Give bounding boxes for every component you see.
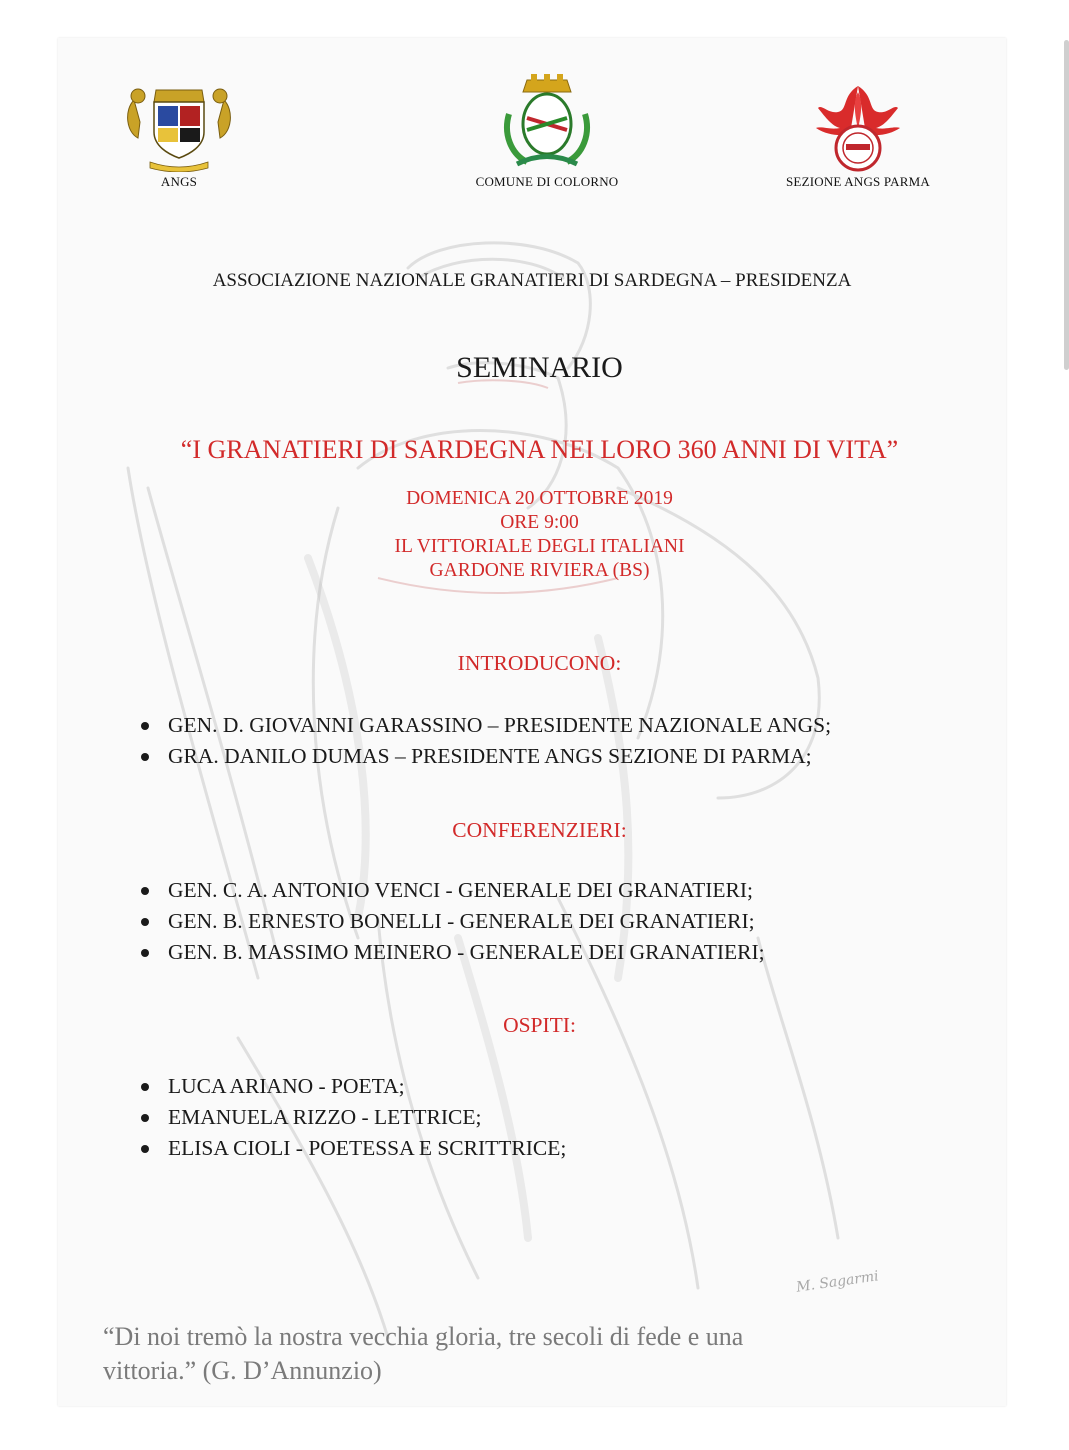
dannunzio-quote (103, 1320, 963, 1388)
colorno-logo (472, 74, 622, 190)
seminar-title: “I GRANATIERI DI SARDEGNA NEI LORO 360 ANNI DI VITA” (180, 435, 899, 464)
scrollbar-thumb[interactable] (1064, 40, 1069, 370)
event-type-heading: SEMINARIO (456, 351, 623, 384)
artist-signature: M. Sagarmi (795, 1268, 880, 1296)
conferenzieri-heading: CONFERENZIERI: (452, 818, 627, 842)
introducono-list (138, 710, 831, 772)
association-heading: ASSOCIAZIONE NAZIONALE GRANATIERI DI SARDEGNA – PRESIDENZA (212, 270, 852, 291)
grenade-flame-icon (812, 82, 904, 172)
angs-parma-logo (776, 82, 940, 190)
angs-parma-caption: SEZIONE ANGS PARMA (786, 174, 930, 189)
list-item: GEN. D. GIOVANNI GARASSINO – PRESIDENTE NAZIONALE ANGS; (138, 710, 831, 741)
angs-crest-icon (120, 80, 238, 172)
event-venue: IL VITTORIALE DEGLI ITALIANI (394, 536, 685, 557)
angs-logo (120, 80, 238, 190)
list-item: ELISA CIOLI - POETESSA E SCRITTRICE; (138, 1133, 566, 1164)
list-item: EMANUELA RIZZO - LETTRICE; (138, 1102, 566, 1133)
quote-line-1: “Di noi tremò la nostra vecchia gloria, tre secoli di fede e una (103, 1322, 744, 1351)
conferenzieri-list (138, 875, 765, 968)
angs-caption: ANGS (160, 174, 198, 189)
ospiti-list (138, 1071, 566, 1164)
quote-line-2: vittoria.” (G. D’Annunzio) (103, 1356, 382, 1385)
introducono-heading: INTRODUCONO: (457, 651, 622, 675)
list-item: LUCA ARIANO - POETA; (138, 1071, 566, 1102)
list-item: GEN. C. A. ANTONIO VENCI - GENERALE DEI GRANATIERI; (138, 875, 765, 906)
event-details (58, 487, 1006, 583)
event-city: GARDONE RIVIERA (BS) (429, 560, 650, 581)
list-item: GRA. DANILO DUMAS – PRESIDENTE ANGS SEZIONE DI PARMA; (138, 741, 831, 772)
event-date: DOMENICA 20 OTTOBRE 2019 (406, 488, 673, 509)
event-time: ORE 9:00 (500, 512, 579, 533)
colorno-crest-icon (497, 74, 597, 172)
list-item: GEN. B. ERNESTO BONELLI - GENERALE DEI GRANATIERI; (138, 906, 765, 937)
ospiti-heading: OSPITI: (503, 1013, 576, 1037)
list-item: GEN. B. MASSIMO MEINERO - GENERALE DEI GRANATIERI; (138, 937, 765, 968)
poster-page (58, 38, 1006, 1406)
colorno-caption: COMUNE DI COLORNO (475, 174, 619, 189)
